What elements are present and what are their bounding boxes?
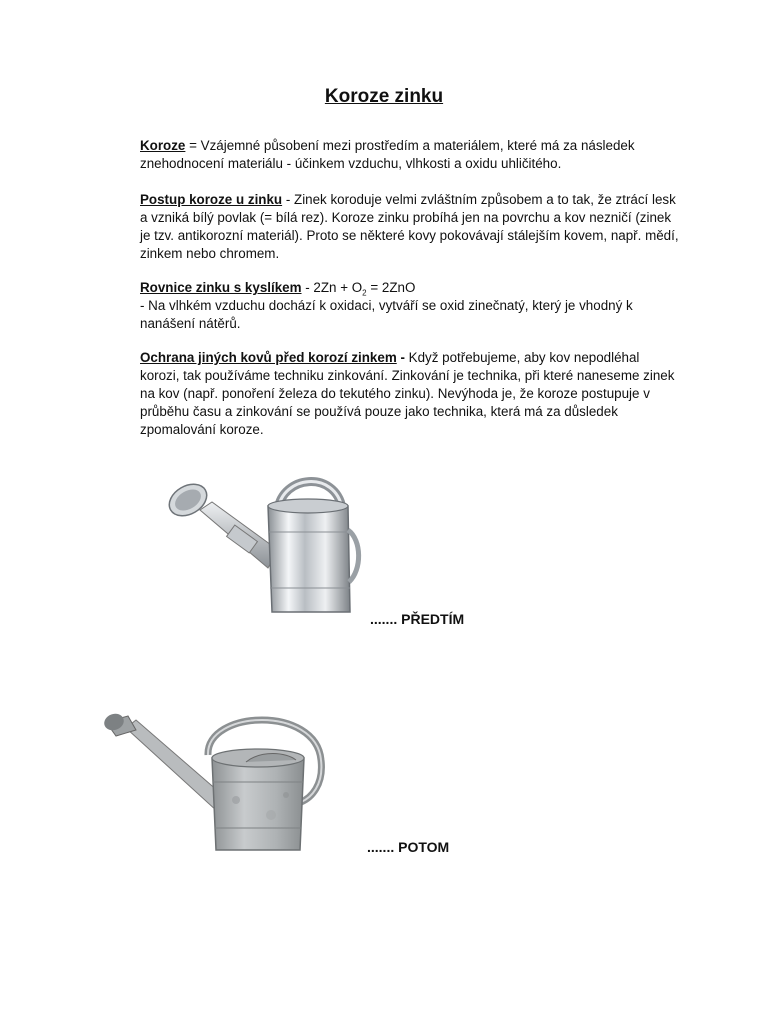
- watering-can-before-image: [150, 470, 365, 620]
- section-rovnice: [140, 279, 680, 333]
- section-text: - Na vlhkém vzduchu dochází k oxidaci, vytváří se oxid zinečnatý, který je vhodný k nanášení nátěrů.: [140, 298, 633, 331]
- section-ochrana: [140, 349, 680, 439]
- section-koroze: [140, 137, 680, 173]
- page-title: Koroze zinku: [324, 86, 444, 107]
- section-text: = Vzájemné působení mezi prostředím a materiálem, které má za následek znehodnocení materiálu - účinkem vzduchu, vlhkosti a oxidu uhličitého.: [140, 138, 635, 171]
- term-rovnice: Rovnice zinku s kyslíkem: [140, 280, 302, 295]
- caption-after: ....... POTOM: [367, 839, 450, 855]
- section-text: Když potřebujeme, aby kov nepodléhal korozi, tak používáme techniku zinkování. Zinkování je technika, při které naneseme zinek na kov (např. ponoření železa do tekutého zinku). Nevýhoda je, že koroze postupuje v průběhu času a zinkování se používá pouze jako technika, která má za důsledek zpomalování koroze.: [140, 350, 675, 437]
- watering-can-after-image: [96, 700, 336, 860]
- section-postup-koroze: [140, 191, 680, 263]
- term-koroze: Koroze: [140, 138, 186, 153]
- section-text: - Zinek koroduje velmi zvláštním způsobem a to tak, že ztrácí lesk a vzniká bílý povlak (= bílá rez). Koroze zinku probíhá jen na povrchu a kov nezničí (zinek je tzv. antikorozní materiál). Proto se některé kovy pokovávají stálejším kovem, např. mědí, zinkem nebo chromem.: [140, 192, 679, 261]
- equation-part: = 2ZnO: [366, 280, 416, 295]
- term-ochrana: Ochrana jiných kovů před korozí zinkem: [140, 350, 397, 365]
- equation-part: - 2Zn + O: [301, 280, 363, 295]
- term-dash: -: [396, 350, 405, 365]
- term-postup-koroze: Postup koroze u zinku: [140, 192, 283, 207]
- caption-before: ....... PŘEDTÍM: [370, 611, 465, 627]
- equation-subscript: 2: [362, 288, 367, 298]
